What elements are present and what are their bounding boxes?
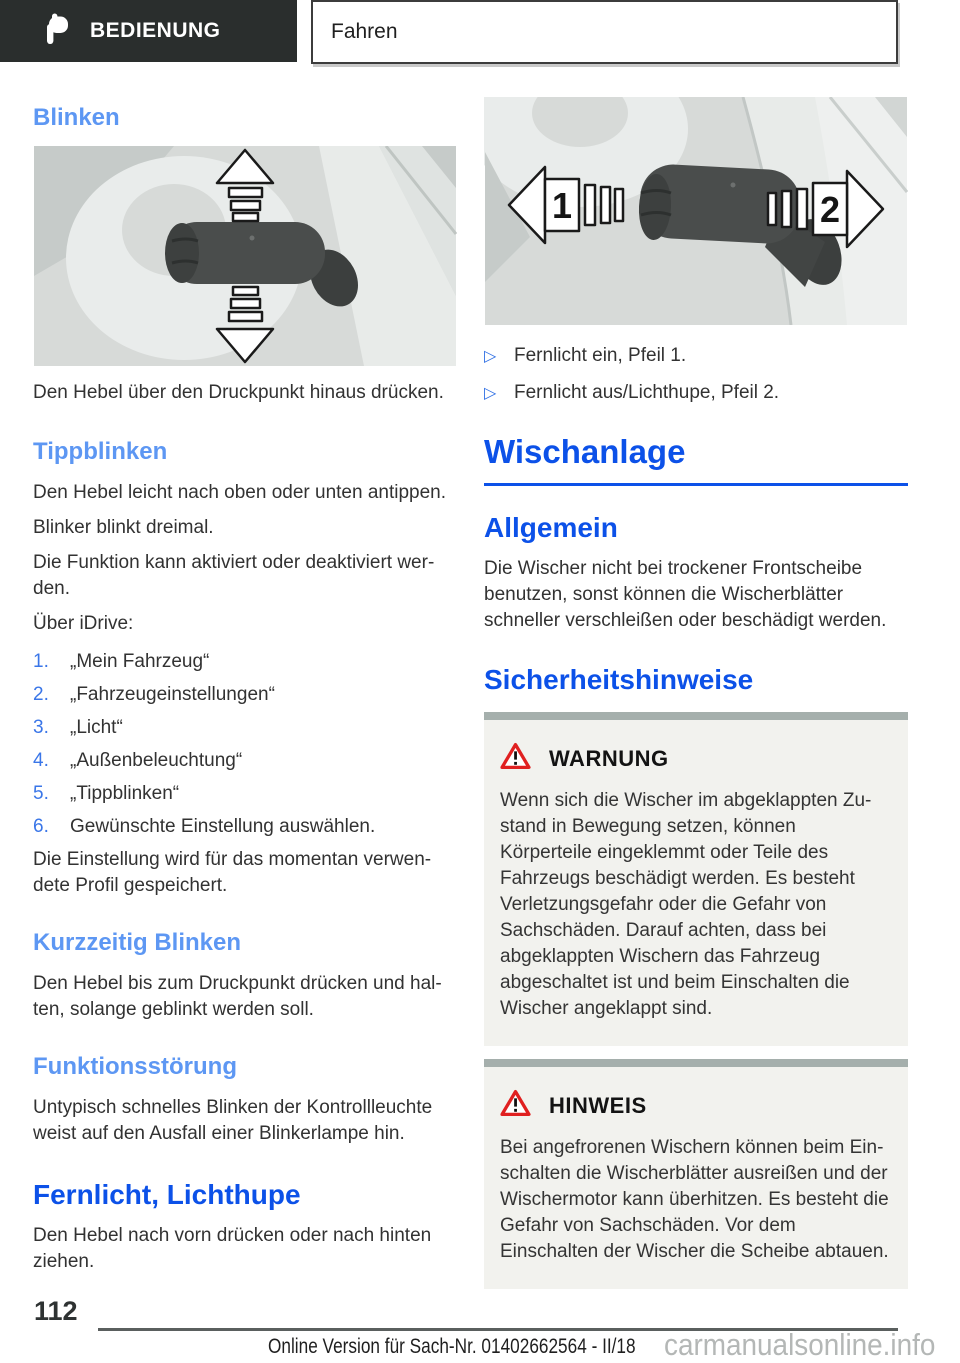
list-item <box>484 380 908 406</box>
left-column <box>33 100 457 1284</box>
paragraph: Untypisch schnelles Blinken der Kontrollleuchte weist auf den Ausfall einer Blinkerlampe hin. <box>33 1097 433 1144</box>
idrive-steps-list <box>33 649 457 840</box>
heading-funktionsstoerung: Funktionsstörung <box>33 1053 237 1080</box>
list-item <box>33 814 457 840</box>
heading-kurzzeitig-blinken: Kurzzeitig Blinken <box>33 929 242 956</box>
notice-box-title <box>500 1089 892 1122</box>
paragraph: Den Hebel bis zum Druckpunkt drücken und halten, solange geblinkt werden soll. <box>33 973 442 1020</box>
heading-blinken: Blinken <box>33 104 120 131</box>
list-item <box>33 748 457 774</box>
fernlicht-bullet-list <box>484 343 908 406</box>
notice-box <box>484 1059 908 1289</box>
section-tab <box>311 0 898 64</box>
bullet-label: Fernlicht aus/Lichthupe, Pfeil 2. <box>514 382 780 403</box>
right-column <box>484 97 908 1289</box>
paragraph: Den Hebel leicht nach oben oder unten antippen. <box>33 482 447 503</box>
section-tab-label: Fahren <box>331 20 398 43</box>
watermark-text: carmanualsonline.info <box>664 1327 936 1362</box>
arrow-1-label: 1 <box>551 185 573 226</box>
footer-version-text: Online Version für Sach-Nr. 01402662564 - II/18 <box>268 1335 636 1358</box>
triangle-bullet-icon: ▷ <box>484 346 497 365</box>
step-label: „Fahrzeugeinstellungen“ <box>70 684 275 705</box>
chapter-tab <box>0 0 297 62</box>
turn-signal-lever-figure <box>33 146 457 366</box>
list-item <box>33 649 457 675</box>
heading-allgemein: Allgemein <box>484 512 618 543</box>
warning-box <box>484 712 908 1046</box>
heading-sicherheitshinweise: Sicherheitshinweise <box>484 664 754 695</box>
paragraph: Die Funktion kann aktiviert oder deaktiviert werden. <box>33 552 435 599</box>
list-item <box>33 781 457 807</box>
warning-text: Wenn sich die Wischer im abgeklappten Zustand in Bewegung setzen, können Körperteile eingeklemmt oder Teile des Fahrzeugs beschädigt werden. Es besteht Verletzungsgefahr oder die Gefahr von Sachschäden. Darauf achten, dass bei abgeklappten Wischern das Fahrzeug abgeschaltet ist und beim Einschalten die Wischer angeklappt sind. <box>500 790 872 1019</box>
step-label: Gewünschte Einstellung auswählen. <box>70 816 376 837</box>
warning-title-label: WARNUNG <box>549 745 669 771</box>
paragraph: Die Wischer nicht bei trockener Frontscheibe benutzen, sonst können die Wischerblätter schneller verschleißen oder beschädigt werden. <box>484 558 887 631</box>
arrow-2-label: 2 <box>819 189 841 230</box>
bullet-label: Fernlicht ein, Pfeil 1. <box>514 345 687 366</box>
paragraph: Über iDrive: <box>33 613 134 634</box>
warning-box-title <box>500 742 892 775</box>
step-number: 5. <box>33 783 49 804</box>
list-item <box>33 715 457 741</box>
paragraph: Blinker blinkt dreimal. <box>33 517 214 538</box>
notice-text: Bei angefrorenen Wischern können beim Einschalten die Wischerblätter ausreißen und der Wischermotor kann überhitzen. Es besteht die Gefahr von Sachschäden. Vor dem Einschalten der Wischer die Scheibe abtauen. <box>500 1137 889 1262</box>
step-number: 3. <box>33 717 49 738</box>
step-number: 1. <box>33 651 49 672</box>
paragraph: Die Einstellung wird für das momentan verwendete Profil gespeichert. <box>33 849 432 896</box>
list-item <box>33 682 457 708</box>
high-beam-lever-figure <box>484 97 908 325</box>
step-label: „Licht“ <box>70 717 123 738</box>
step-label: „Außenbeleuchtung“ <box>70 750 243 771</box>
notice-title-label: HINWEIS <box>549 1092 647 1118</box>
blinken-caption: Den Hebel über den Druckpunkt hinaus drücken. <box>33 382 444 403</box>
page-number: 112 <box>34 1296 78 1326</box>
step-number: 2. <box>33 684 49 705</box>
chapter-tab-label: BEDIENUNG <box>90 19 221 42</box>
triangle-bullet-icon: ▷ <box>484 383 497 402</box>
step-label: „Tippblinken“ <box>70 783 180 804</box>
pointing-hand-icon <box>42 13 70 50</box>
step-number: 6. <box>33 816 49 837</box>
step-number: 4. <box>33 750 49 771</box>
list-item <box>484 343 908 369</box>
heading-tippblinken: Tippblinken <box>33 438 168 465</box>
warning-triangle-icon <box>500 1089 531 1122</box>
warning-triangle-icon <box>500 742 531 775</box>
paragraph: Den Hebel nach vorn drücken oder nach hinten ziehen. <box>33 1225 432 1272</box>
heading-wischanlage: Wischanlage <box>484 434 908 486</box>
step-label: „Mein Fahrzeug“ <box>70 651 210 672</box>
heading-fernlicht-lichthupe: Fernlicht, Lichthupe <box>33 1179 301 1210</box>
